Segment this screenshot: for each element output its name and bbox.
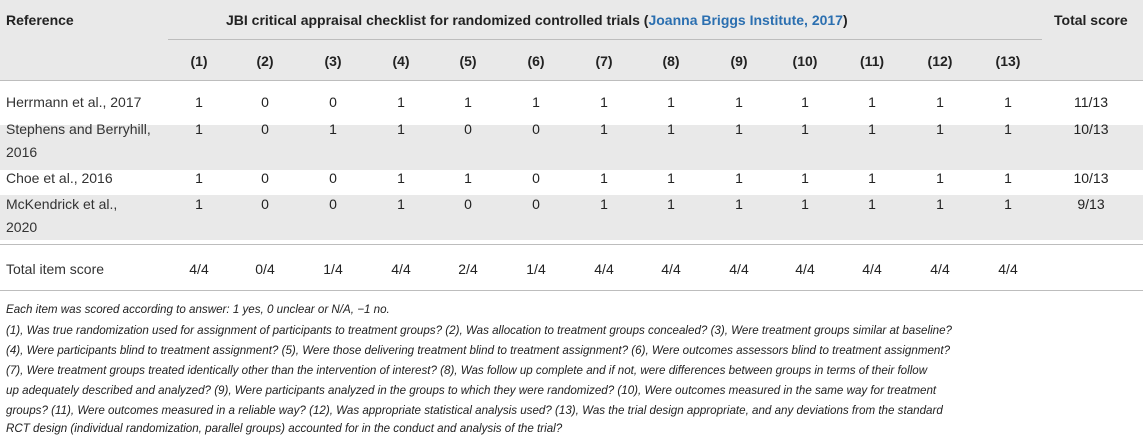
score-cell: 1 — [868, 196, 876, 212]
score-cell: 1 — [801, 121, 809, 137]
footnote-line: Each item was scored according to answer: 1 yes, 0 unclear or N/A, −1 no. — [6, 303, 390, 316]
item-header-9: (9) — [730, 53, 748, 69]
score-cell: 1 — [868, 121, 876, 137]
total-item-score-cell: 0/4 — [255, 261, 275, 277]
score-cell: 1 — [464, 94, 472, 110]
checklist-header-suffix: ) — [842, 12, 848, 28]
score-cell: 1 — [936, 170, 944, 186]
total-item-score-cell: 4/4 — [795, 261, 815, 277]
total-item-score-cell: 2/4 — [458, 261, 478, 277]
total-score-cell: 10/13 — [1073, 170, 1109, 186]
item-header-5: (5) — [459, 53, 477, 69]
score-cell: 1 — [464, 170, 472, 186]
score-cell: 1 — [868, 94, 876, 110]
score-cell: 1 — [1004, 196, 1012, 212]
score-cell: 0 — [329, 196, 337, 212]
total-item-score-cell: 4/4 — [998, 261, 1018, 277]
score-cell: 1 — [735, 196, 743, 212]
score-cell: 1 — [936, 121, 944, 137]
total-item-score-cell: 1/4 — [526, 261, 546, 277]
score-cell: 1 — [801, 94, 809, 110]
score-cell: 1 — [397, 94, 405, 110]
score-cell: 0 — [532, 196, 540, 212]
footnote-line: (1), Was true randomization used for assignment of participants to treatment groups? (2), Was allocation to treatment groups concealed? (3), Were treatment groups similar at baseline? — [6, 324, 952, 337]
score-cell: 1 — [936, 196, 944, 212]
score-cell: 1 — [397, 121, 405, 137]
total-row-label: Total item score — [6, 261, 105, 277]
total-score-cell: 9/13 — [1077, 196, 1105, 212]
reference-cell: Stephens and Berryhill, 2016 — [6, 121, 151, 160]
total-score-cell: 11/13 — [1074, 94, 1108, 110]
reference-cell: Choe et al., 2016 — [6, 170, 113, 186]
score-cell: 1 — [1004, 121, 1012, 137]
score-cell: 0 — [261, 170, 269, 186]
total-score-cell: 10/13 — [1073, 121, 1109, 137]
score-cell: 1 — [532, 94, 540, 110]
score-cell: 1 — [667, 170, 675, 186]
score-cell: 1 — [600, 170, 608, 186]
score-cell: 0 — [261, 121, 269, 137]
score-cell: 1 — [1004, 94, 1012, 110]
total-score-header: Total score — [1054, 12, 1128, 28]
reference-cell: Herrmann et al., 2017 — [6, 94, 142, 110]
item-header-6: (6) — [527, 53, 545, 69]
footnote-line: up adequately described and analyzed? (9), Were participants analyzed in the groups to which they were randomized? (10), Were outcomes measured in the same way for treatment — [6, 384, 937, 397]
citation-link[interactable]: Joanna Briggs Institute, 2017 — [648, 12, 843, 28]
score-cell: 0 — [329, 94, 337, 110]
total-item-score-cell: 4/4 — [391, 261, 411, 277]
score-cell: 1 — [600, 121, 608, 137]
score-cell: 1 — [195, 196, 203, 212]
score-cell: 1 — [195, 170, 203, 186]
total-item-score-cell: 4/4 — [661, 261, 681, 277]
table-bottom-rule — [0, 290, 1143, 291]
score-cell: 1 — [735, 94, 743, 110]
score-cell: 0 — [261, 196, 269, 212]
total-item-score-cell: 4/4 — [862, 261, 882, 277]
score-cell: 1 — [600, 196, 608, 212]
score-cell: 0 — [532, 170, 540, 186]
score-cell: 1 — [397, 170, 405, 186]
item-header-8: (8) — [662, 53, 680, 69]
total-item-score-cell: 4/4 — [729, 261, 749, 277]
score-cell: 1 — [667, 196, 675, 212]
score-cell: 0 — [532, 121, 540, 137]
footnote-line: groups? (11), Were outcomes measured in a reliable way? (12), Was appropriate statistical analysis used? (13), Was the trial design appropriate, and any deviations from the standard — [6, 404, 943, 417]
score-cell: 1 — [735, 170, 743, 186]
item-header-13: (13) — [995, 53, 1021, 69]
score-cell: 1 — [195, 94, 203, 110]
total-item-score-cell: 4/4 — [594, 261, 614, 277]
score-cell: 1 — [735, 121, 743, 137]
item-header-12: (12) — [927, 53, 953, 69]
score-cell: 1 — [397, 196, 405, 212]
score-cell: 1 — [936, 94, 944, 110]
item-header-11: (11) — [859, 53, 885, 69]
score-cell: 0 — [464, 196, 472, 212]
checklist-header-prefix: JBI critical appraisal checklist for randomized controlled trials ( — [226, 12, 649, 28]
total-item-score-cell: 1/4 — [323, 261, 343, 277]
score-cell: 1 — [1004, 170, 1012, 186]
score-cell: 1 — [667, 121, 675, 137]
footnote-line: RCT design (individual randomization, parallel groups) accounted for in the conduct and analysis of the trial? — [6, 422, 563, 435]
reference-cell: McKendrick et al., 2020 — [6, 196, 118, 235]
total-item-score-cell: 4/4 — [189, 261, 209, 277]
reference-header: Reference — [6, 12, 74, 28]
item-header-3: (3) — [324, 53, 342, 69]
score-cell: 1 — [801, 170, 809, 186]
item-header-1: (1) — [190, 53, 208, 69]
total-item-score-cell: 4/4 — [930, 261, 950, 277]
footnote-line: (4), Were participants blind to treatment assignment? (5), Were those delivering treatment blind to treatment assignment? (6), Were outcomes assessors blind to treatment assignment? — [6, 344, 951, 357]
checklist-header — [226, 9, 848, 32]
score-cell: 1 — [801, 196, 809, 212]
header-subline — [168, 39, 1042, 40]
footnote-line: (7), Were treatment groups treated identically other than the intervention of interest? (8), Was follow up complete and if not, were differences between groups in terms of their follow — [6, 364, 928, 377]
item-header-4: (4) — [392, 53, 410, 69]
header-bottom-rule — [0, 80, 1143, 81]
score-cell: 1 — [600, 94, 608, 110]
score-cell: 1 — [329, 121, 337, 137]
item-header-10: (10) — [792, 53, 818, 69]
score-cell: 1 — [667, 94, 675, 110]
score-cell: 1 — [868, 170, 876, 186]
score-cell: 0 — [261, 94, 269, 110]
score-cell: 1 — [195, 121, 203, 137]
body-bottom-rule — [0, 244, 1143, 245]
score-cell: 0 — [464, 121, 472, 137]
item-header-2: (2) — [256, 53, 274, 69]
score-cell: 0 — [329, 170, 337, 186]
item-header-7: (7) — [595, 53, 613, 69]
